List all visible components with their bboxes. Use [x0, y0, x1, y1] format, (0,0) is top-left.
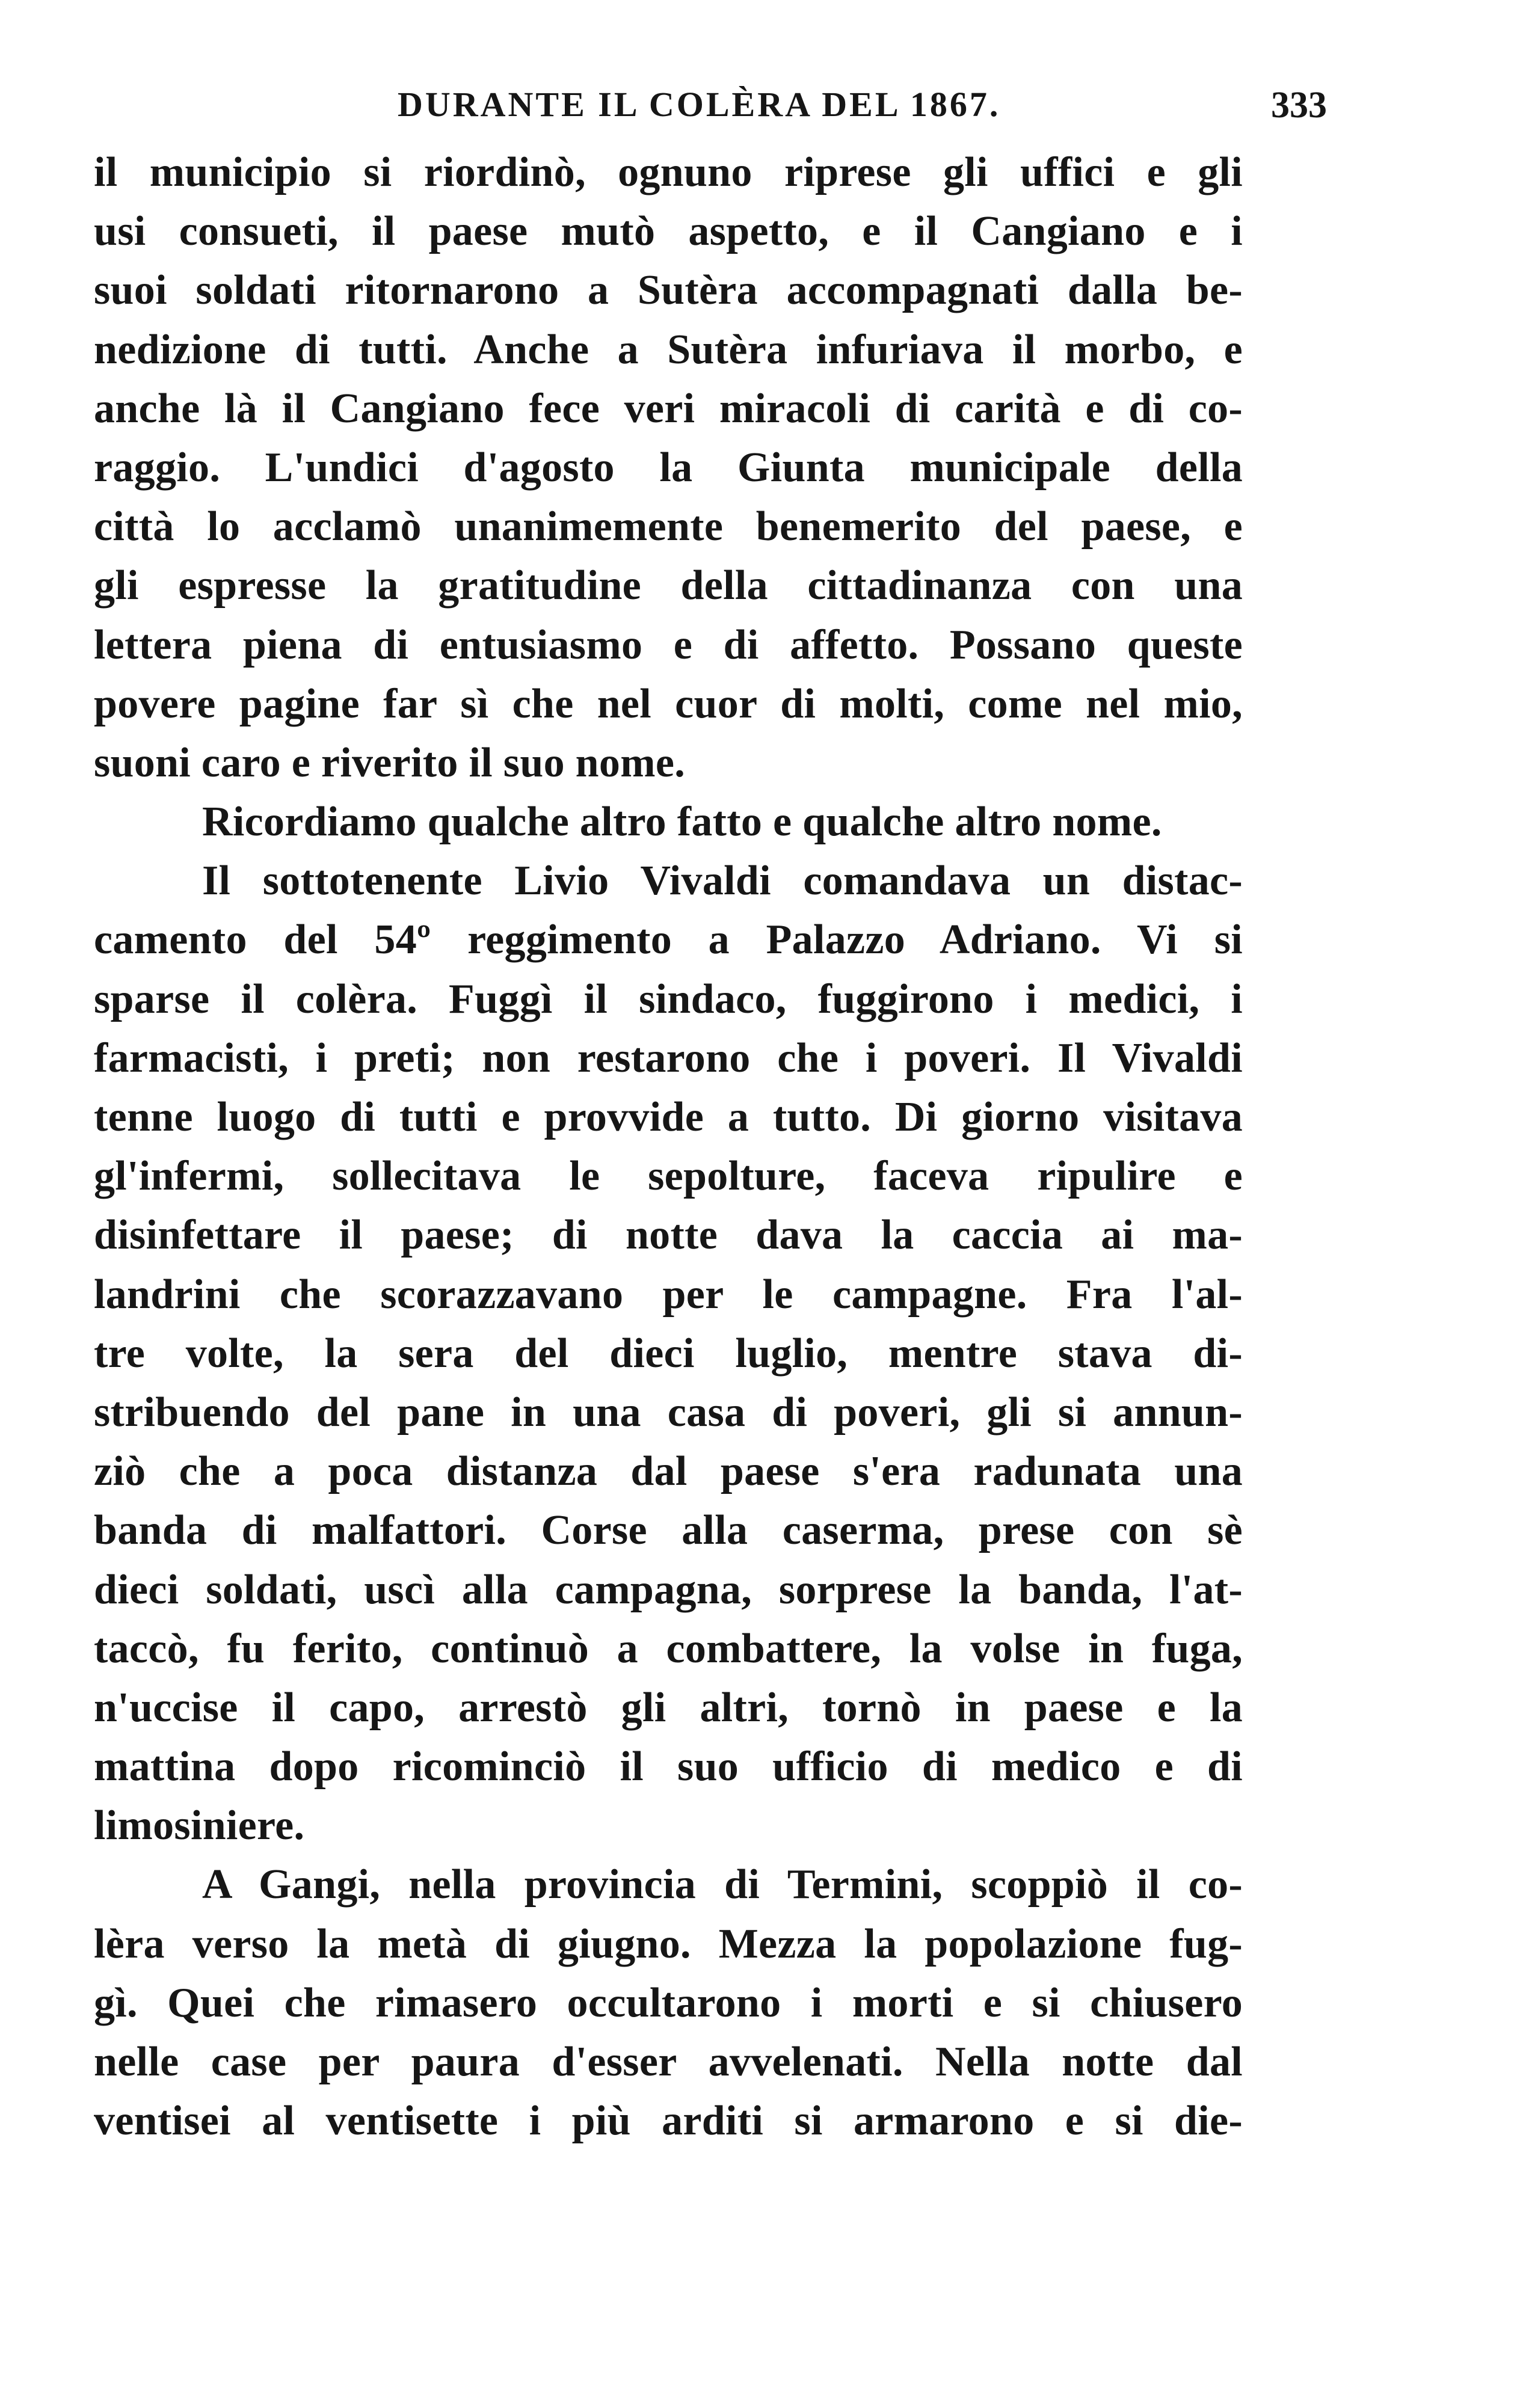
text-line: farmacisti, i preti; non restarono che i poveri. Il Vivaldi — [94, 1034, 1243, 1081]
text-line: il municipio si riordinò, ognuno riprese gli uffici e gli — [94, 149, 1243, 195]
text-line: dieci soldati, uscì alla campagna, sorprese la banda, l'at- — [94, 1566, 1243, 1613]
text-line: ventisei al ventisette i più arditi si armarono e si die- — [94, 2098, 1243, 2145]
text-line: tenne luogo di tutti e provvide a tutto. Di giorno visitava — [94, 1094, 1243, 1140]
text-line: gì. Quei che rimasero occultarono i morti e si chiusero — [94, 1979, 1243, 2026]
text-line: banda di malfattori. Corse alla caserma, prese con sè — [94, 1507, 1243, 1554]
text-line: usi consueti, il paese mutò aspetto, e il Cangiano e i — [94, 208, 1243, 255]
text-line: stribuendo del pane in una casa di poveri, gli si annun- — [94, 1389, 1243, 1436]
text-line: sparse il colèra. Fuggì il sindaco, fuggirono i medici, i — [94, 975, 1243, 1022]
text-line: lettera piena di entusiasmo e di affetto. Possano queste — [94, 621, 1243, 668]
text-line: tre volte, la sera del dieci luglio, mentre stava di- — [94, 1330, 1243, 1377]
text-line: gl'infermi, sollecitava le sepolture, faceva ripulire e — [94, 1153, 1243, 1200]
text-line: mattina dopo ricominciò il suo ufficio di medico e di — [94, 1743, 1243, 1790]
text-line: n'uccise il capo, arrestò gli altri, tornò in paese e la — [94, 1684, 1243, 1731]
text-line: nelle case per paura d'esser avvelenati. Nella notte dal — [94, 2039, 1243, 2085]
text-line: suoni caro e riverito il suo nome. — [94, 739, 685, 786]
paragraph-first-line: A Gangi, nella provincia di Termini, scoppiò il co- — [202, 1861, 1243, 1908]
text-line: povere pagine far sì che nel cuor di molti, come nel mio, — [94, 680, 1243, 727]
text-line: suoi soldati ritornarono a Sutèra accompagnati dalla be- — [94, 267, 1243, 314]
page-number: 333 — [1271, 85, 1327, 126]
text-line: ziò che a poca distanza dal paese s'era radunata una — [94, 1448, 1243, 1495]
text-line: città lo acclamò unanimemente benemerito del paese, e — [94, 503, 1243, 550]
text-line: nedizione di tutti. Anche a Sutèra infuriava il morbo, e — [94, 326, 1243, 373]
text-line: taccò, fu ferito, continuò a combattere, la volse in fuga, — [94, 1625, 1243, 1672]
paragraph-first-line: Ricordiamo qualche altro fatto e qualche altro nome. — [202, 799, 1162, 846]
text-line: camento del 54º reggimento a Palazzo Adriano. Vi si — [94, 917, 1243, 963]
running-head — [94, 84, 1327, 132]
text-line: lèra verso la metà di giugno. Mezza la popolazione fug- — [94, 1920, 1243, 1967]
text-line: anche là il Cangiano fece veri miracoli di carità e di co- — [94, 385, 1243, 432]
text-line: landrini che scorazzavano per le campagne. Fra l'al- — [94, 1271, 1243, 1318]
text-line: raggio. L'undici d'agosto la Giunta municipale della — [94, 444, 1243, 491]
text-line: disinfettare il paese; di notte dava la caccia ai ma- — [94, 1212, 1243, 1259]
body-text — [94, 143, 1243, 2151]
running-title: DURANTE IL COLÈRA DEL 1867. — [398, 85, 1001, 124]
paragraph-first-line: Il sottotenente Livio Vivaldi comandava un distac- — [202, 858, 1243, 905]
text-line: gli espresse la gratitudine della cittadinanza con una — [94, 562, 1243, 609]
text-line: limosiniere. — [94, 1802, 305, 1849]
